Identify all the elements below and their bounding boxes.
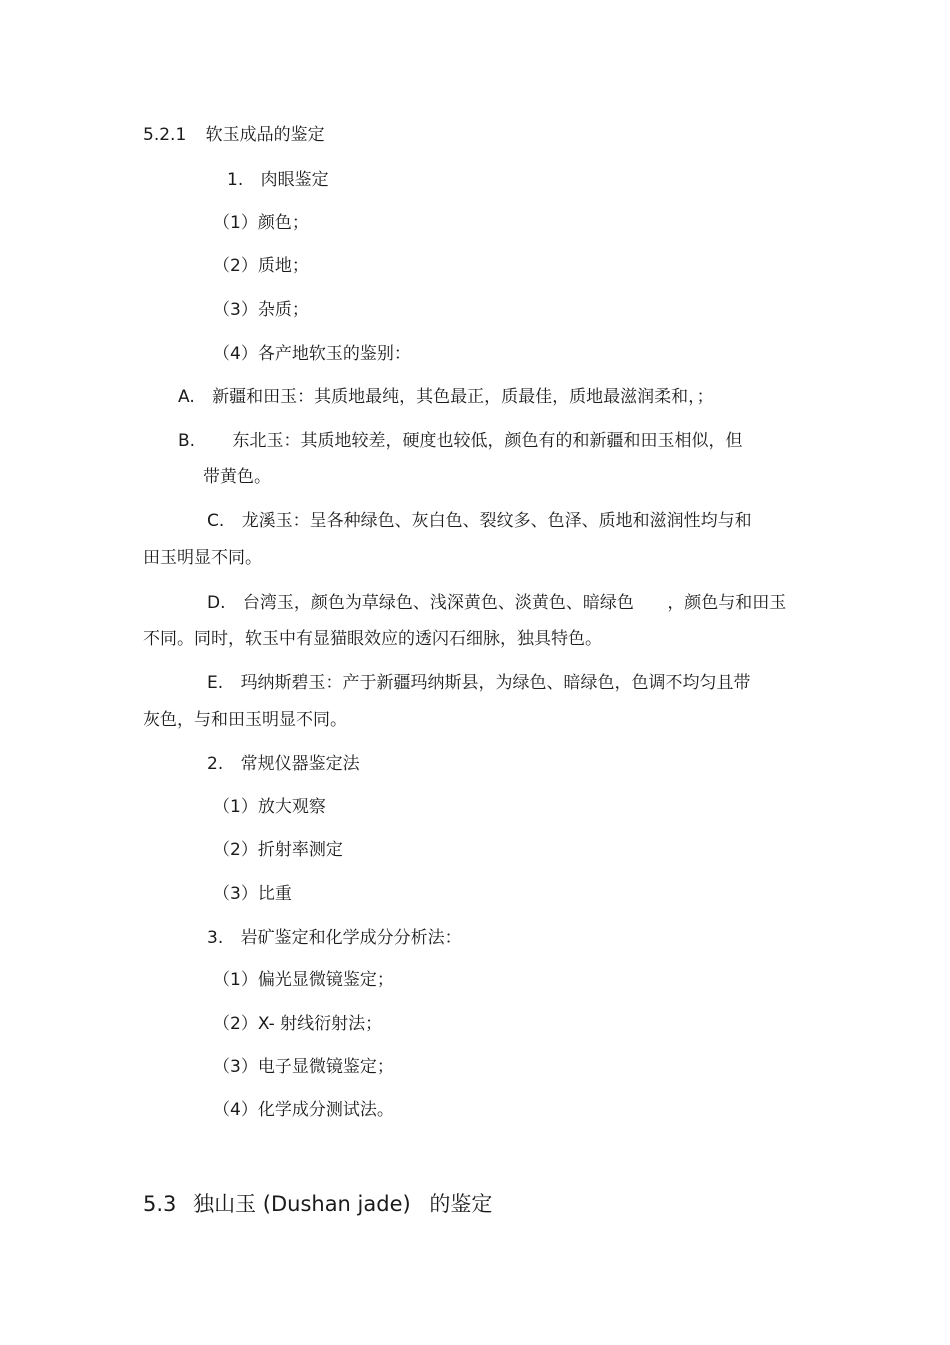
sub-item: （2）X- 射线衍射法； (213, 1014, 383, 1034)
section-number: 5.2.1 (143, 125, 187, 145)
section-title-suffix: 的鉴定 (429, 1192, 493, 1216)
list-item-d-continued: 不同。同时，软玉中有显猫眼效应的透闪石细脉，独具特色。 (143, 629, 602, 649)
section-title: 独山玉 (Dushan jade) (193, 1192, 411, 1216)
item-heading-3: 3. 岩矿鉴定和化学成分分析法： (207, 928, 462, 948)
list-item-a: A. 新疆和田玉：其质地最纯，其色最正，质最佳，质地最滋润柔和，； (178, 387, 714, 407)
list-item-e: E. 玛纳斯碧玉：产于新疆玛纳斯县，为绿色、暗绿色，色调不均匀且带 (207, 673, 751, 693)
list-item-e-continued: 灰色，与和田玉明显不同。 (143, 710, 347, 730)
sub-item: （3）杂质； (213, 300, 309, 320)
sub-item: （3）电子显微镜鉴定； (213, 1057, 394, 1077)
list-item-d: D. 台湾玉，颜色为草绿色、浅深黄色、淡黄色、暗绿色 ，颜色与和田玉 (207, 593, 787, 613)
section-title: 软玉成品的鉴定 (205, 125, 325, 145)
list-item-c: C. 龙溪玉：呈各种绿色、灰白色、裂纹多、色泽、质地和滋润性均与和 (207, 511, 752, 531)
sub-item: （3）比重 (213, 884, 292, 904)
list-item-b-continued: 带黄色。 (203, 467, 271, 487)
section-heading-5-3 (143, 1192, 492, 1216)
list-item-c-continued: 田玉明显不同。 (143, 548, 262, 568)
section-number: 5.3 (143, 1192, 177, 1216)
item-heading-2: 2. 常规仪器鉴定法 (207, 754, 360, 774)
item-heading-1: 1. 肉眼鉴定 (227, 170, 329, 190)
sub-item: （1）放大观察 (213, 797, 326, 817)
sub-item: （2）质地； (213, 256, 309, 276)
section-heading-5-2-1 (143, 125, 325, 145)
sub-item: （4）各产地软玉的鉴别： (213, 344, 411, 364)
sub-item: （1）颜色； (213, 213, 309, 233)
sub-item: （1）偏光显微镜鉴定； (213, 970, 394, 990)
sub-item: （4）化学成分测试法。 (213, 1100, 394, 1120)
sub-item: （2）折射率测定 (213, 840, 343, 860)
list-item-b: B. 东北玉：其质地较差，硬度也较低，颜色有的和新疆和田玉相似，但 (178, 431, 743, 451)
